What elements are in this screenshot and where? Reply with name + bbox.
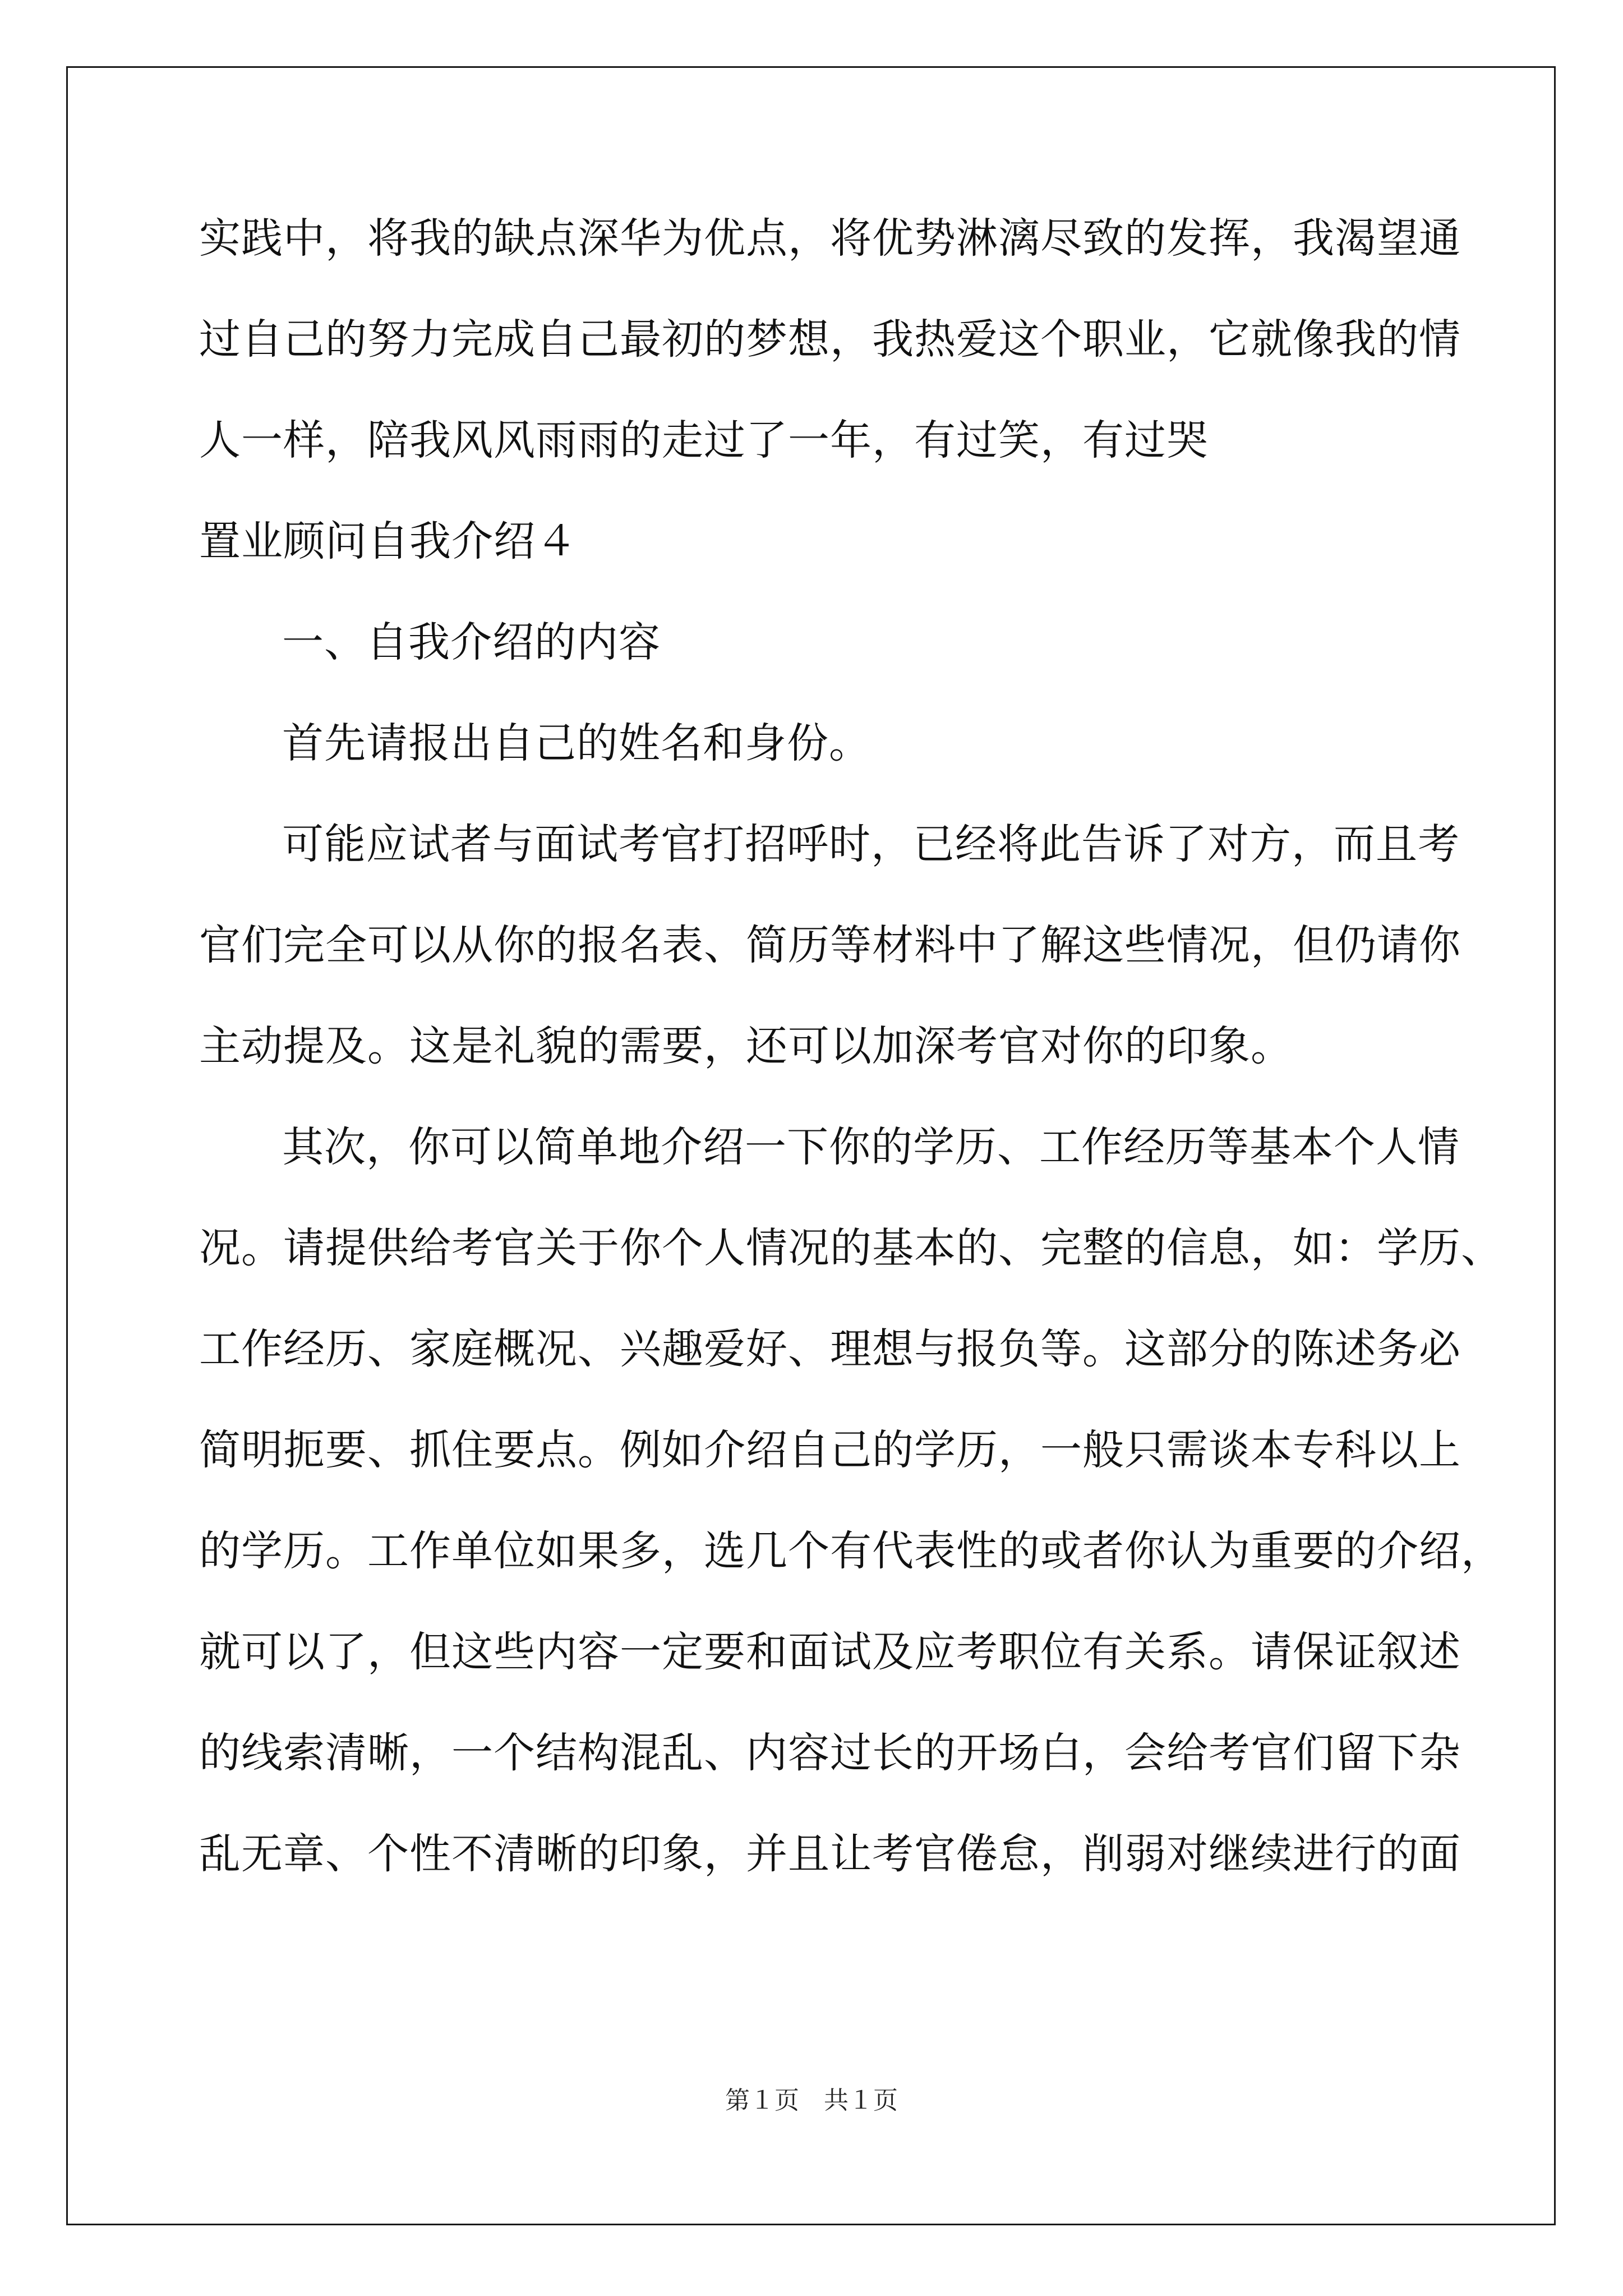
body-line: 过自己的努力完成自己最初的梦想，我热爱这个职业，它就像我的情: [199, 315, 1461, 364]
body-line: 的学历。工作单位如果多，选几个有代表性的或者你认为重要的介绍，: [199, 1527, 1503, 1575]
body-line: 况。请提供给考官关于你个人情况的基本的、完整的信息，如：学历、: [199, 1224, 1503, 1272]
body-line: 乱无章、个性不清晰的印象，并且让考官倦怠，削弱对继续进行的面: [199, 1830, 1461, 1878]
subheading: 一、自我介绍的内容: [282, 618, 661, 666]
body-line: 官们完全可以从你的报名表、简历等材料中了解这些情况，但仍请你: [199, 921, 1461, 969]
body-line: 就可以了，但这些内容一定要和面试及应考职位有关系。请保证叙述: [199, 1628, 1461, 1676]
body-line: 主动提及。这是礼貌的需要，还可以加深考官对你的印象。: [199, 1022, 1293, 1070]
body-line: 实践中，将我的缺点深华为优点，将优势淋漓尽致的发挥，我渴望通: [199, 214, 1461, 263]
body-line: 人一样，陪我风风雨雨的走过了一年，有过笑，有过哭: [199, 416, 1209, 464]
body-line: 工作经历、家庭概况、兴趣爱好、理想与报负等。这部分的陈述务必: [199, 1325, 1461, 1373]
body-line: 首先请报出自己的姓名和身份。: [282, 719, 871, 767]
body-line: 简明扼要、抓住要点。例如介绍自己的学历，一般只需谈本专科以上: [199, 1426, 1461, 1474]
body-line: 其次，你可以简单地介绍一下你的学历、工作经历等基本个人情: [282, 1123, 1460, 1171]
section-heading: 置业顾问自我介绍４: [199, 517, 578, 565]
body-line: 可能应试者与面试考官打招呼时，已经将此告诉了对方，而且考: [282, 820, 1460, 868]
body-line: 的线索清晰，一个结构混乱、内容过长的开场白，会给考官们留下杂: [199, 1729, 1461, 1777]
page-footer: 第１页 共１页: [725, 2086, 898, 2115]
